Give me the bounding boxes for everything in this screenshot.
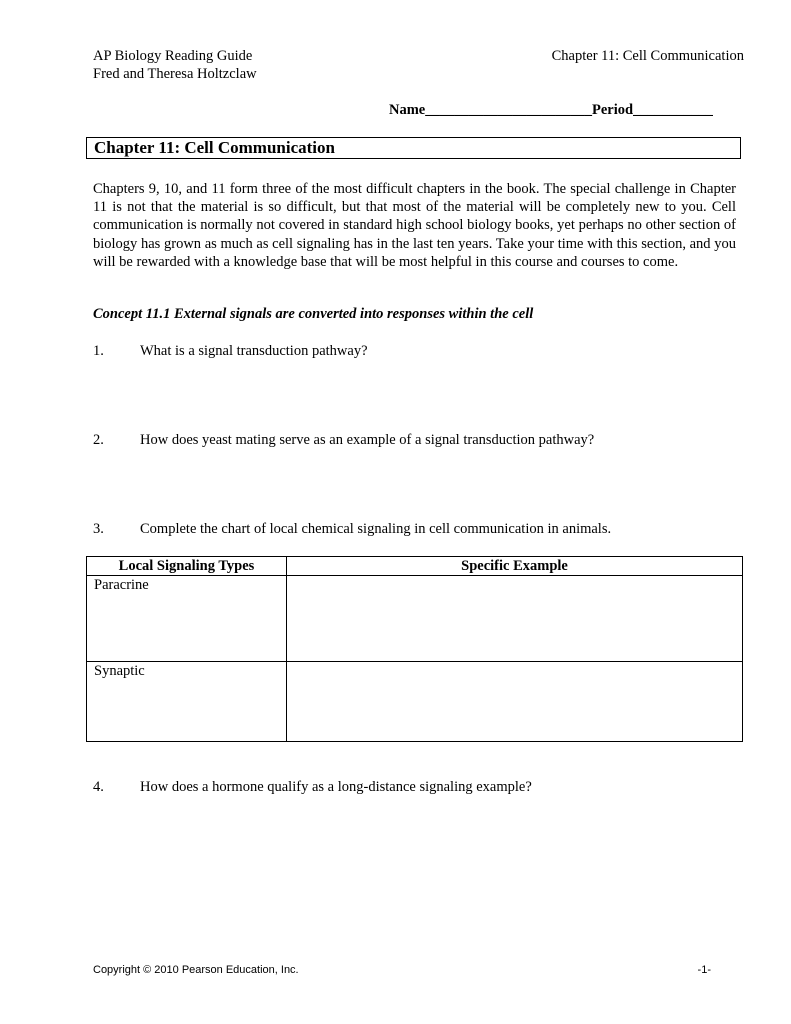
local-signaling-table <box>86 556 743 742</box>
page-number: -1- <box>697 964 711 976</box>
period-label: Period <box>592 102 634 118</box>
example-cell[interactable] <box>287 662 743 742</box>
chapter-header: Chapter 11: Cell Communication <box>551 48 744 64</box>
question-number: 2. <box>93 432 104 448</box>
name-blank[interactable]: _______________________ <box>425 102 592 118</box>
column-header: Local Signaling Types <box>87 557 287 576</box>
signaling-type-cell: Synaptic <box>87 662 287 742</box>
question-text: What is a signal transduction pathway? <box>140 343 368 359</box>
table-row <box>87 576 743 662</box>
question-text: Complete the chart of local chemical signaling in cell communication in animals. <box>140 521 612 537</box>
question-number: 4. <box>93 779 104 795</box>
column-header: Specific Example <box>287 557 743 576</box>
question-text: How does yeast mating serve as an example of a signal transduction pathway? <box>140 432 595 448</box>
question-number: 3. <box>93 521 104 537</box>
question-text: How does a hormone qualify as a long-distance signaling example? <box>140 779 532 795</box>
period-blank[interactable]: ___________ <box>633 102 713 118</box>
example-cell[interactable] <box>287 576 743 662</box>
intro-paragraph: Chapters 9, 10, and 11 form three of the most difficult chapters in the book. The special challenge in Chapter 11 is not that the material is so difficult, but that most of the material will be completely new to you. Cell communication is normally not covered in standard high school biology books, yet perhaps no other section of biology has grown as much as cell signaling has in the last ten years. Take your time with this section, and you will be rewarded with a knowledge base that will be most helpful in this course and courses to come. <box>93 181 736 270</box>
concept-heading: Concept 11.1 External signals are converted into responses within the cell <box>93 306 534 322</box>
guide-title: AP Biology Reading Guide <box>93 48 253 64</box>
name-label: Name <box>389 102 426 118</box>
chapter-title: Chapter 11: Cell Communication <box>86 137 741 159</box>
authors: Fred and Theresa Holtzclaw <box>93 66 257 82</box>
question-number: 1. <box>93 343 104 359</box>
table-header-row <box>87 557 743 576</box>
copyright: Copyright © 2010 Pearson Education, Inc. <box>93 964 299 976</box>
table-row <box>87 662 743 742</box>
signaling-type-cell: Paracrine <box>87 576 287 662</box>
name-period-line <box>389 101 713 119</box>
